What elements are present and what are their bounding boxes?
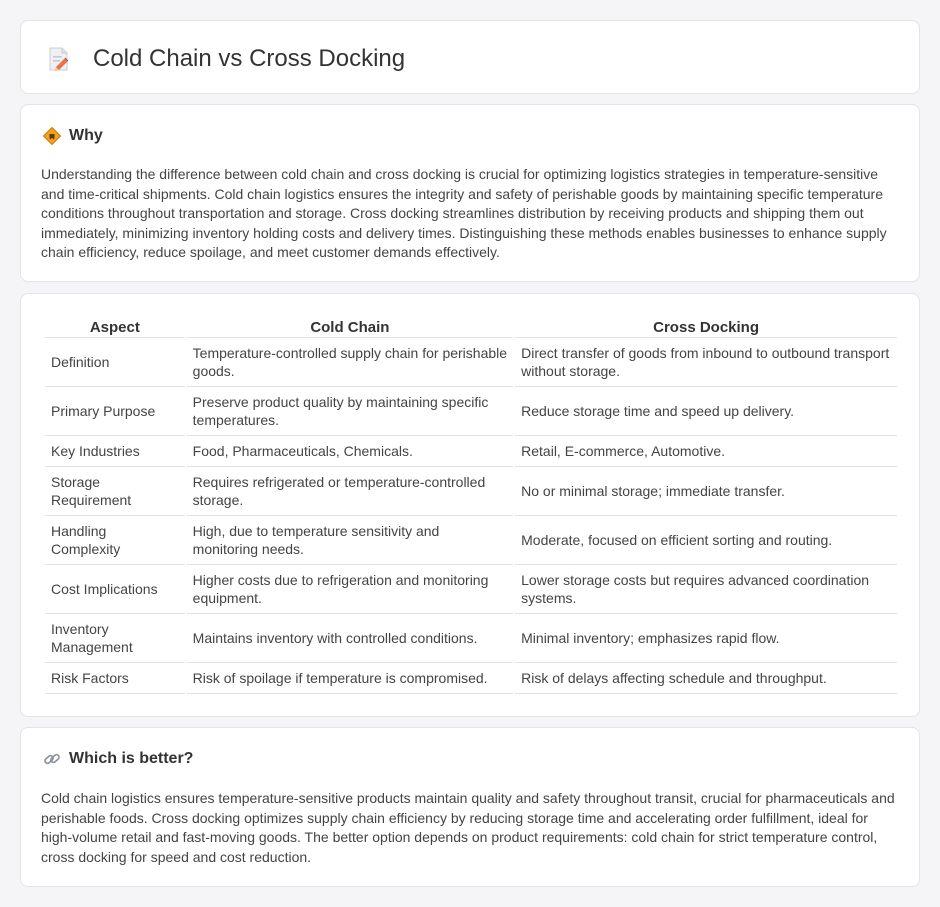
aspect-cell: Inventory Management: [45, 614, 185, 663]
cross-docking-cell: Retail, E-commerce, Automotive.: [515, 436, 897, 467]
better-heading-row: [43, 750, 193, 768]
why-text: Understanding the difference between cold chain and cross docking is crucial for optimizing logistics strategies in temperature-sensitive and time-critical shipments. Cold chain logistics ensures the integrity and safety of perishable goods by maintaining specific temperature conditions throughout transportation and storage. Cross docking streamlines distribution by receiving products and shipping them out immediately, minimizing inventory holding costs and delivery times. Distinguishing these methods enables businesses to enhance supply chain efficiency, reduce spoilage, and meet customer demands effectively.: [41, 166, 887, 261]
table-row: [45, 516, 897, 565]
comparison-card: [20, 293, 920, 717]
table-row: [45, 467, 897, 516]
cross-docking-cell: Risk of delays affecting schedule and throughput.: [515, 663, 897, 694]
aspect-cell: Cost Implications: [45, 565, 185, 614]
cross-docking-cell: Minimal inventory; emphasizes rapid flow.: [515, 614, 897, 663]
table-row: [45, 614, 897, 663]
cold-chain-cell: Food, Pharmaceuticals, Chemicals.: [187, 436, 513, 467]
cold-chain-cell: Temperature-controlled supply chain for perishable goods.: [187, 338, 513, 387]
table-row: [45, 663, 897, 694]
table-row: [45, 436, 897, 467]
why-heading-row: [43, 127, 103, 145]
column-header: Cross Docking: [515, 316, 897, 338]
page-title: Cold Chain vs Cross Docking: [93, 45, 406, 72]
comparison-table: [43, 316, 899, 694]
better-text: Cold chain logistics ensures temperature-sensitive products maintain quality and safety throughout transit, crucial for pharmaceuticals and perishable foods. Cross docking optimizes supply chain efficiency by reducing storage time and accelerating order fulfillment, ideal for high-volume retail and fast-moving goods. The better option depends on product requirements: cold chain for strict temperature control, cross docking for speed and cost reduction.: [41, 790, 895, 865]
table-row: [45, 565, 897, 614]
link-icon: [43, 750, 61, 768]
cross-docking-cell: Reduce storage time and speed up delivery.: [515, 387, 897, 436]
title-row: [47, 45, 405, 73]
aspect-cell: Key Industries: [45, 436, 185, 467]
cross-docking-cell: Moderate, focused on efficient sorting and routing.: [515, 516, 897, 565]
table-header-row: [45, 316, 897, 338]
cross-docking-cell: Direct transfer of goods from inbound to outbound transport without storage.: [515, 338, 897, 387]
aspect-cell: Primary Purpose: [45, 387, 185, 436]
why-heading: Why: [69, 127, 103, 144]
header-card: [20, 20, 920, 94]
why-card: [20, 104, 920, 282]
aspect-cell: Handling Complexity: [45, 516, 185, 565]
cross-docking-cell: Lower storage costs but requires advanced coordination systems.: [515, 565, 897, 614]
aspect-cell: Definition: [45, 338, 185, 387]
aspect-cell: Risk Factors: [45, 663, 185, 694]
cold-chain-cell: Risk of spoilage if temperature is compromised.: [187, 663, 513, 694]
column-header: Cold Chain: [187, 316, 513, 338]
better-heading: Which is better?: [69, 750, 194, 767]
cold-chain-cell: Higher costs due to refrigeration and monitoring equipment.: [187, 565, 513, 614]
cross-docking-cell: No or minimal storage; immediate transfer.: [515, 467, 897, 516]
cold-chain-cell: Requires refrigerated or temperature-controlled storage.: [187, 467, 513, 516]
document-pencil-icon: [47, 46, 71, 72]
cold-chain-cell: Preserve product quality by maintaining specific temperatures.: [187, 387, 513, 436]
which-is-better-card: [20, 727, 920, 887]
cold-chain-cell: Maintains inventory with controlled conditions.: [187, 614, 513, 663]
cold-chain-cell: High, due to temperature sensitivity and monitoring needs.: [187, 516, 513, 565]
diamond-sign-icon: [43, 127, 61, 145]
table-row: [45, 387, 897, 436]
aspect-cell: Storage Requirement: [45, 467, 185, 516]
column-header: Aspect: [45, 316, 185, 338]
table-row: [45, 338, 897, 387]
